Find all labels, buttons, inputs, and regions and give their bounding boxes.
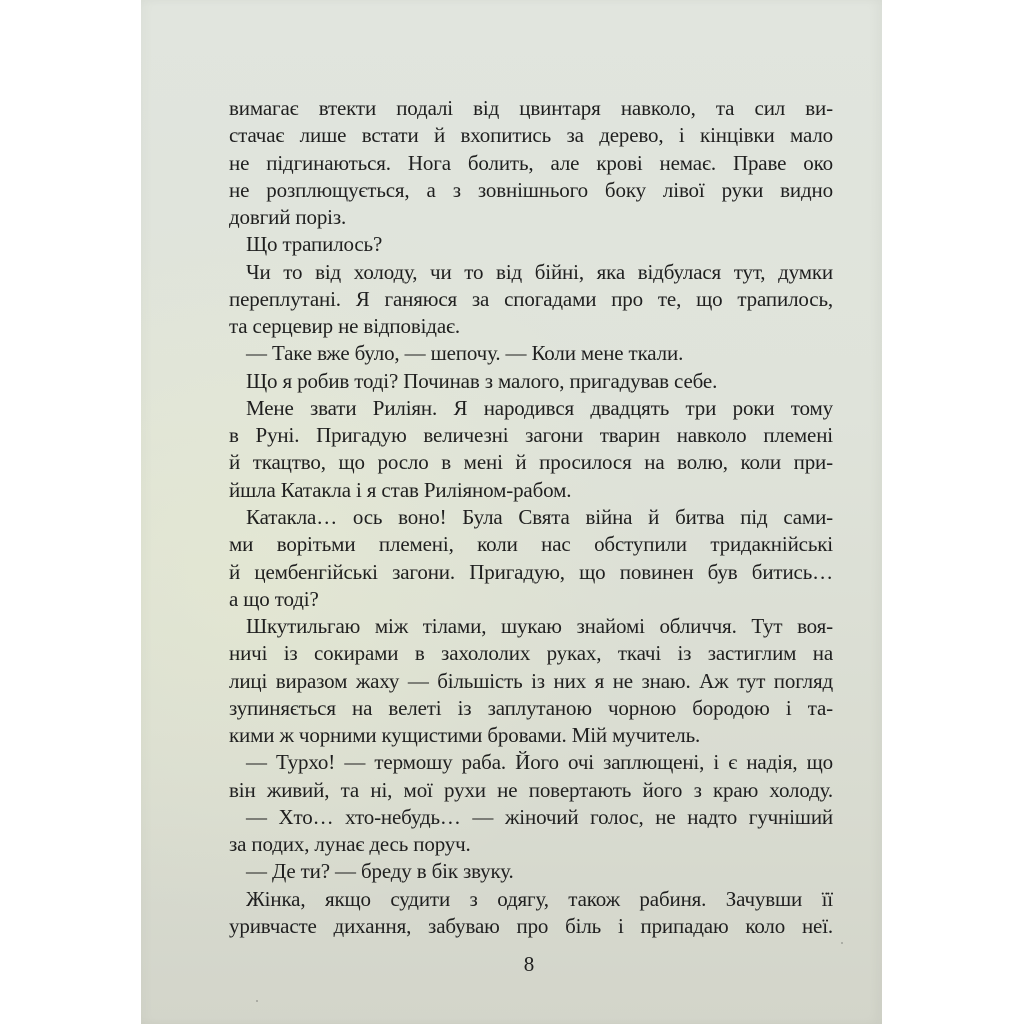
text-line: Чи то від холоду, чи то від бійні, яка відбулася тут, думки bbox=[246, 259, 833, 284]
text-line: уривчасте дихання, забуваю про біль і припадаю коло неї. bbox=[229, 913, 833, 938]
text-line: лиці виразом жаху — більшість із них я не знаю. Аж тут погляд bbox=[229, 668, 833, 693]
text-line: Катакла… ось воно! Була Свята війна й битва під сами- bbox=[246, 504, 833, 529]
text-line: вимагає втекти подалі від цвинтаря навколо, та сил ви- bbox=[229, 96, 833, 120]
paper-speck bbox=[841, 942, 843, 944]
text-line: Мене звати Риліян. Я народився двадцять три роки тому bbox=[246, 395, 833, 420]
text-line: Шкутильгаю між тілами, шукаю знайомі обличчя. Тут воя- bbox=[246, 614, 833, 639]
text-line: Що трапилось? bbox=[246, 232, 383, 257]
text-line: не розплющується, а з зовнішнього боку лівої руки видно bbox=[229, 177, 833, 202]
text-line: Що я робив тоді? Починав з малого, пригадував себе. bbox=[246, 368, 718, 393]
text-line: в Руні. Пригадую величезні загони тварин навколо племені bbox=[229, 423, 833, 448]
text-line: йшла Катакла і я став Риліяном-рабом. bbox=[229, 477, 572, 502]
dialogue-line: — Таке вже було, — шепочу. — Коли мене ткали. bbox=[246, 341, 684, 366]
text-line: ничі із сокирами в захололих руках, ткачі із застиглим на bbox=[229, 641, 833, 666]
text-line: він живий, та ні, мої рухи не повертають його з краю холоду. bbox=[229, 777, 833, 802]
text-line: й ткацтво, що росло в мені й просилося на волю, коли при- bbox=[229, 450, 833, 475]
text-line: переплутані. Я ганяюся за спогадами про те, що трапилось, bbox=[229, 286, 833, 311]
text-line: зупиняється на велеті із заплутаною чорною бородою і та- bbox=[229, 695, 833, 720]
text-line: а що тоді? bbox=[229, 586, 319, 611]
text-line: ми ворітьми племені, коли нас обступили тридакнійські bbox=[229, 532, 833, 557]
text-line: й цембенгійські загони. Пригадую, що повинен був битись… bbox=[229, 559, 833, 584]
page-number: 8 bbox=[523, 952, 535, 976]
paper-speck bbox=[256, 1000, 258, 1002]
book-page bbox=[141, 0, 882, 1024]
text-line: стачає лише встати й вхопитись за дерево, і кінцівки мало bbox=[229, 123, 833, 148]
text-line: не підгинаються. Нога болить, але крові немає. Праве око bbox=[229, 150, 833, 175]
dialogue-line: — Де ти? — бреду в бік звуку. bbox=[246, 859, 514, 884]
dialogue-line: — Хто… хто-небудь… — жіночий голос, не надто гучніший bbox=[246, 804, 833, 829]
text-line: за подих, лунає десь поруч. bbox=[229, 832, 471, 857]
text-line: та серцевир не відповідає. bbox=[229, 314, 460, 339]
text-line: Жінка, якщо судити з одягу, також рабиня. Зачувши її bbox=[246, 886, 833, 911]
page-body-text bbox=[229, 95, 833, 940]
dialogue-line: — Турхо! — термошу раба. Його очі заплющені, і є надія, що bbox=[246, 750, 833, 775]
text-line: кими ж чорними кущистими бровами. Мій мучитель. bbox=[229, 723, 701, 748]
text-line: довгий поріз. bbox=[229, 205, 347, 230]
